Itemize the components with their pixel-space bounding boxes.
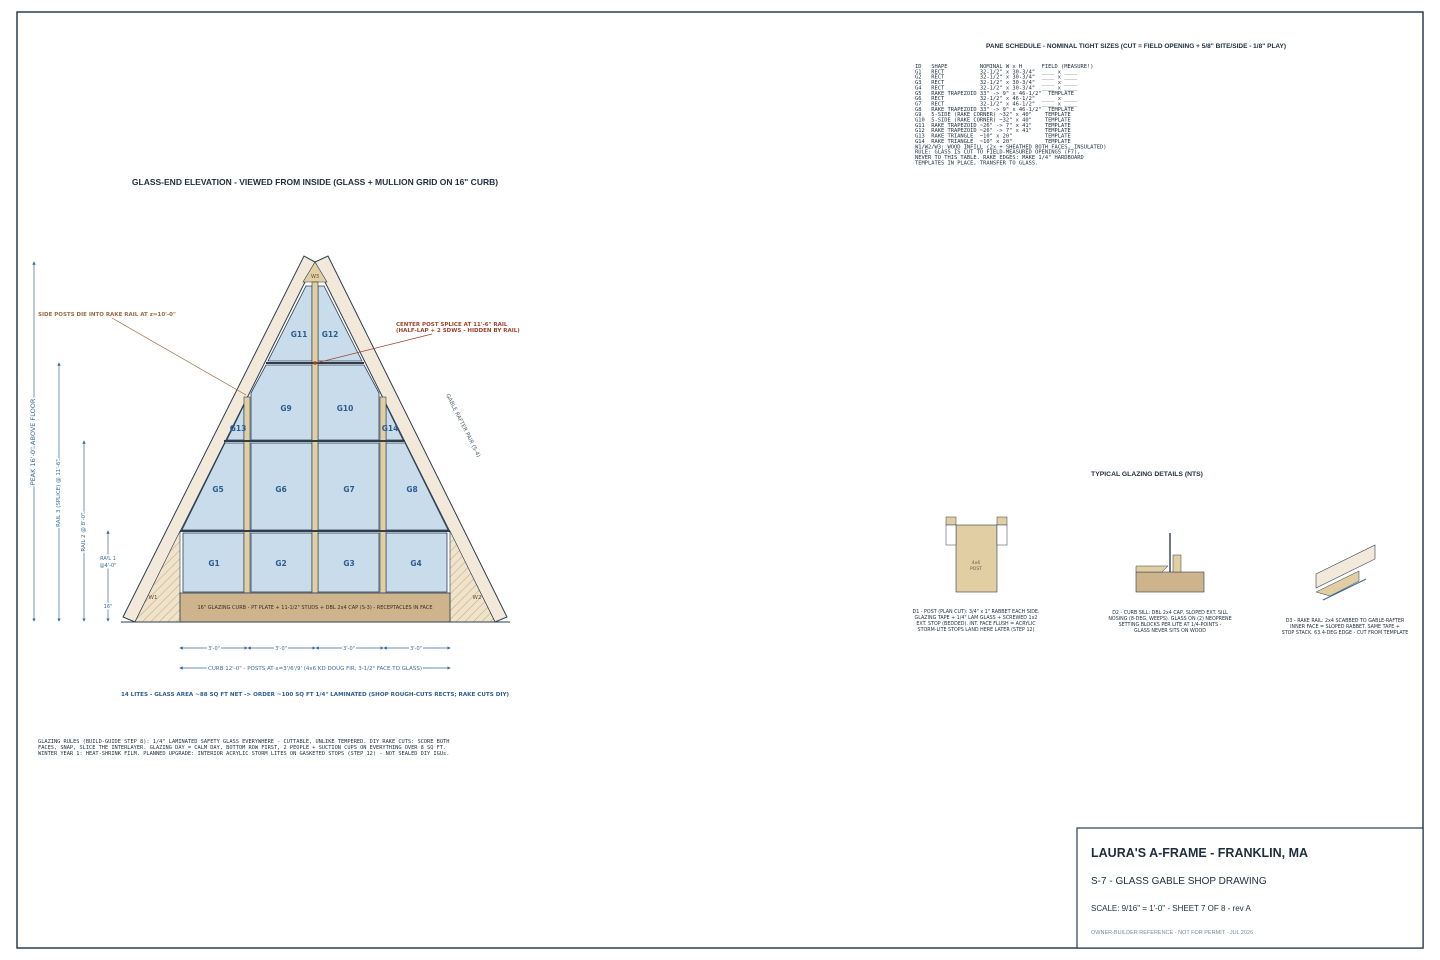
schedule-row: G10 5-SIDE (RAKE CORNER) ~32" x 40" TEMPLATE <box>915 117 1071 124</box>
rules-line-3: WINTER YEAR 1: HEAT-SHRINK FILM. PLANNED UPGRADE: INTERIOR ACRYLIC STORM LITES ON GASKETED STOPS (STEP 12) - NOT SEALED DIY IGUs. <box>38 751 450 757</box>
d2-stop <box>1173 555 1181 572</box>
sheet-title: S-7 - GLASS GABLE SHOP DRAWING <box>1091 876 1267 887</box>
infill-w2-label: W2 <box>472 595 482 601</box>
post-center <box>312 282 318 593</box>
details-title: TYPICAL GLAZING DETAILS (NTS) <box>1091 471 1203 478</box>
d3-caption-2: INNER FACE = SLOPED RABBET. SAME TAPE + <box>1290 625 1400 630</box>
d1-post-label-1: 4x6 <box>971 561 981 566</box>
pane-g9 <box>251 365 312 440</box>
d1-post-label-2: POST <box>970 567 982 572</box>
typical-details <box>913 471 1409 636</box>
pane-label-g12: G12 <box>321 330 339 339</box>
dim-rail1-label-a: RAIL 1 <box>100 556 116 562</box>
dim-rail1-label-b: @4'-0" <box>99 563 117 569</box>
title-block <box>1077 828 1423 948</box>
bay-width-1: 3'-0" <box>208 646 220 652</box>
schedule-row: G1 RECT 32-1/2" x 30-3/4" ____ x ____ <box>915 69 1078 76</box>
d1-caption-4: STORM-LITE STOPS LAND HERE LATER (STEP 12) <box>917 628 1035 633</box>
d1-caption-2: GLAZING TAPE + 1/4" LAM GLASS + SCREWED 1x2 <box>914 616 1038 621</box>
pane-label-g9: G9 <box>280 404 292 413</box>
dim-peak-label: PEAK 16'-0" ABOVE FLOOR <box>29 398 37 486</box>
infill-w2 <box>450 531 495 622</box>
d3-caption-1: D3 - RAKE RAIL: 2x4 SCABBED TO GABLE-RAFTER <box>1285 619 1405 624</box>
d1-left-stop <box>946 517 956 525</box>
dim-rail3-label: RAIL 3 (SPLICE) @ 11'-6" <box>56 459 62 527</box>
callout-center-splice-line2: (HALF-LAP + 2 SDWS - HIDDEN BY RAIL) <box>396 328 520 334</box>
schedule-row: G13 RAKE TRIANGLE ~10" x 20" TEMPLATE <box>915 133 1071 140</box>
center-splice-marker <box>313 361 317 365</box>
d1-caption-3: EXT. STOP (BEDDED). INT. FACE FLUSH = ACRYLIC <box>916 622 1036 627</box>
schedule-row: G3 RECT 32-1/2" x 30-3/4" ____ x ____ <box>915 80 1078 87</box>
detail-d1-post <box>946 517 1007 592</box>
pane-label-g6: G6 <box>275 485 287 494</box>
schedule-table <box>915 64 1106 166</box>
pane-label-g11: G11 <box>290 330 308 339</box>
curb-label: 16" GLAZING CURB - PT PLATE + 11-1/2" STUDS + DBL 2x4 CAP (S-3) - RECEPTACLES IN FACE <box>197 605 433 611</box>
gable-elevation <box>29 177 520 698</box>
d1-caption-1: D1 - POST (PLAN CUT): 3/4" x 1" RABBET EACH SIDE. <box>912 610 1040 615</box>
bay-dimensions <box>181 648 449 668</box>
schedule-title: PANE SCHEDULE - NOMINAL TIGHT SIZES (CUT = FIELD OPENING + 5/8" BITE/SIDE - 1/8" PLAY) <box>985 43 1287 50</box>
dim-rail2-label: RAIL 2 @ 8'-0" <box>81 512 87 552</box>
rules-line-2: FACES, SNAP, SLICE THE INTERLAYER. GLAZING DAY = CALM DAY, BOTTOM ROW FIRST, 2 PEOPLE + SUCTION CUPS ON EVERYTHING OVER 8 SQ FT. <box>38 745 447 751</box>
schedule-row: G11 RAKE TRAPEZOID ~26" -> 7" x 41" TEMPLATE <box>915 122 1071 129</box>
pane-label-g2: G2 <box>275 559 287 568</box>
glazing-rules <box>38 739 449 757</box>
schedule-row: G9 5-SIDE (RAKE CORNER) ~32" x 40" TEMPLATE <box>915 112 1071 119</box>
d2-caption-4: GLASS NEVER SITS ON WOOD <box>1133 629 1207 634</box>
schedule-row: W1/W2/W3: WOOD INFILL (2x + SHEATHED BOTH FACES, INSULATED) <box>915 144 1107 151</box>
pane-label-g8: G8 <box>406 485 418 494</box>
detail-d2-curb-sill <box>1136 533 1204 592</box>
d2-caption-1: D2 - CURB SILL: DBL 2x4 CAP, SLOPED EXT. SILL <box>1112 611 1228 616</box>
rules-line-1: GLAZING RULES (BUILD-GUIDE STEP 8): 1/4" LAMINATED SAFETY GLASS EVERYWHERE - CUTTABLE, UNLIKE TEMPERED. DIY RAKE CUTS: SCORE BOTH <box>38 739 450 745</box>
pane-label-g10: G10 <box>336 404 354 413</box>
glass-summary: 14 LITES - GLASS AREA ~88 SQ FT NET -> ORDER ~100 SQ FT 1/4" LAMINATED (SHOP ROUGH-CUTS RECTS; RAKE CUTS DIY) <box>120 692 510 698</box>
pane-schedule <box>915 43 1286 166</box>
curb-dim-label: CURB 12'-0" - POSTS AT x=3'/6'/9' (4x6 KD DOUG FIR, 3-1/2" FACE TO GLASS) <box>208 666 422 672</box>
callout-side-posts-leader <box>112 318 246 395</box>
schedule-row: G7 RECT 32-1/2" x 46-1/2" ____ x ____ <box>915 101 1078 108</box>
bay-width-2: 3'-0" <box>275 646 287 652</box>
dim-curb-label: 16" <box>103 604 113 610</box>
pane-label-g14: G14 <box>381 424 399 433</box>
pane-label-g13: G13 <box>229 424 247 433</box>
callout-side-posts: SIDE POSTS DIE INTO RAKE RAIL AT z=10'-0" <box>38 312 176 318</box>
pane-label-g1: G1 <box>208 559 220 568</box>
bay-width-3: 3'-0" <box>343 646 355 652</box>
schedule-row: NEVER TO THIS TABLE. RAKE EDGES: MAKE 1/4" HARDBOARD <box>915 154 1084 161</box>
pane-label-g3: G3 <box>343 559 355 568</box>
pane-label-g5: G5 <box>212 485 224 494</box>
schedule-row: G14 RAKE TRIANGLE ~10" x 20" TEMPLATE <box>915 138 1071 145</box>
detail-d3-rake-rail <box>1316 545 1375 600</box>
schedule-row: ID SHAPE NOMINAL W x H FIELD (MEASURE!) <box>915 64 1094 70</box>
schedule-row: G12 RAKE TRAPEZOID ~26" -> 7" x 41" TEMPLATE <box>915 128 1071 135</box>
d1-left-glass <box>946 525 956 545</box>
scale-note: SCALE: 9/16" = 1'-0" - SHEET 7 OF 8 - rev A <box>1091 904 1251 913</box>
bay-width-4: 3'-0" <box>410 646 422 652</box>
d2-caption-2: NOSING (8-DEG, WEEPS). GLASS ON (2) NEOPRENE <box>1108 617 1232 622</box>
d1-post-body <box>956 525 997 592</box>
d1-right-stop <box>997 517 1007 525</box>
d1-right-glass <box>997 525 1007 545</box>
schedule-row: G4 RECT 32-1/2" x 30-3/4" ____ x ____ <box>915 85 1078 92</box>
pane-g10 <box>318 365 379 440</box>
infill-w1-label: W1 <box>148 595 158 601</box>
infill-w1 <box>135 531 180 622</box>
permit-note: OWNER-BUILDER REFERENCE - NOT FOR PERMIT - JUL 2026 <box>1091 930 1254 936</box>
pane-label-g7: G7 <box>343 485 355 494</box>
callout-center-splice-line1: CENTER POST SPLICE AT 11'-6" RAIL <box>396 322 508 328</box>
schedule-row: G5 RAKE TRAPEZOID 33" -> 9" x 46-1/2" TEMPLATE <box>915 90 1075 97</box>
elevation-title: GLASS-END ELEVATION - VIEWED FROM INSIDE (GLASS + MULLION GRID ON 16" CURB) <box>131 177 499 187</box>
d3-caption-3: STOP STACK. 63.4-DEG EDGE - CUT FROM TEMPLATE <box>1281 631 1409 636</box>
project-title: LAURA'S A-FRAME - FRANKLIN, MA <box>1091 846 1309 860</box>
rafter-label: GABLE RAFTER PAIR (S-4) <box>444 393 481 459</box>
d2-caption-3: SETTING BLOCKS PER LITE AT 1/4-POINTS - <box>1118 623 1222 628</box>
schedule-row: TEMPLATES IN PLACE, TRANSFER TO GLASS. <box>915 160 1039 167</box>
d2-sill-nosing <box>1136 566 1168 572</box>
schedule-row: G6 RECT 32-1/2" x 46-1/2" ____ x ____ <box>915 96 1078 103</box>
pane-label-g4: G4 <box>410 559 422 568</box>
schedule-row: G2 RECT 32-1/2" x 30-3/4" ____ x ____ <box>915 74 1078 81</box>
d2-cap <box>1136 572 1204 592</box>
infill-w3-label: W3 <box>310 274 320 280</box>
schedule-row: RULE: GLASS IS CUT TO FIELD-MEASURED OPENINGS (F7), <box>915 149 1081 156</box>
schedule-row: G8 RAKE TRAPEZOID 33" -> 9" x 46-1/2" TEMPLATE <box>915 106 1075 113</box>
